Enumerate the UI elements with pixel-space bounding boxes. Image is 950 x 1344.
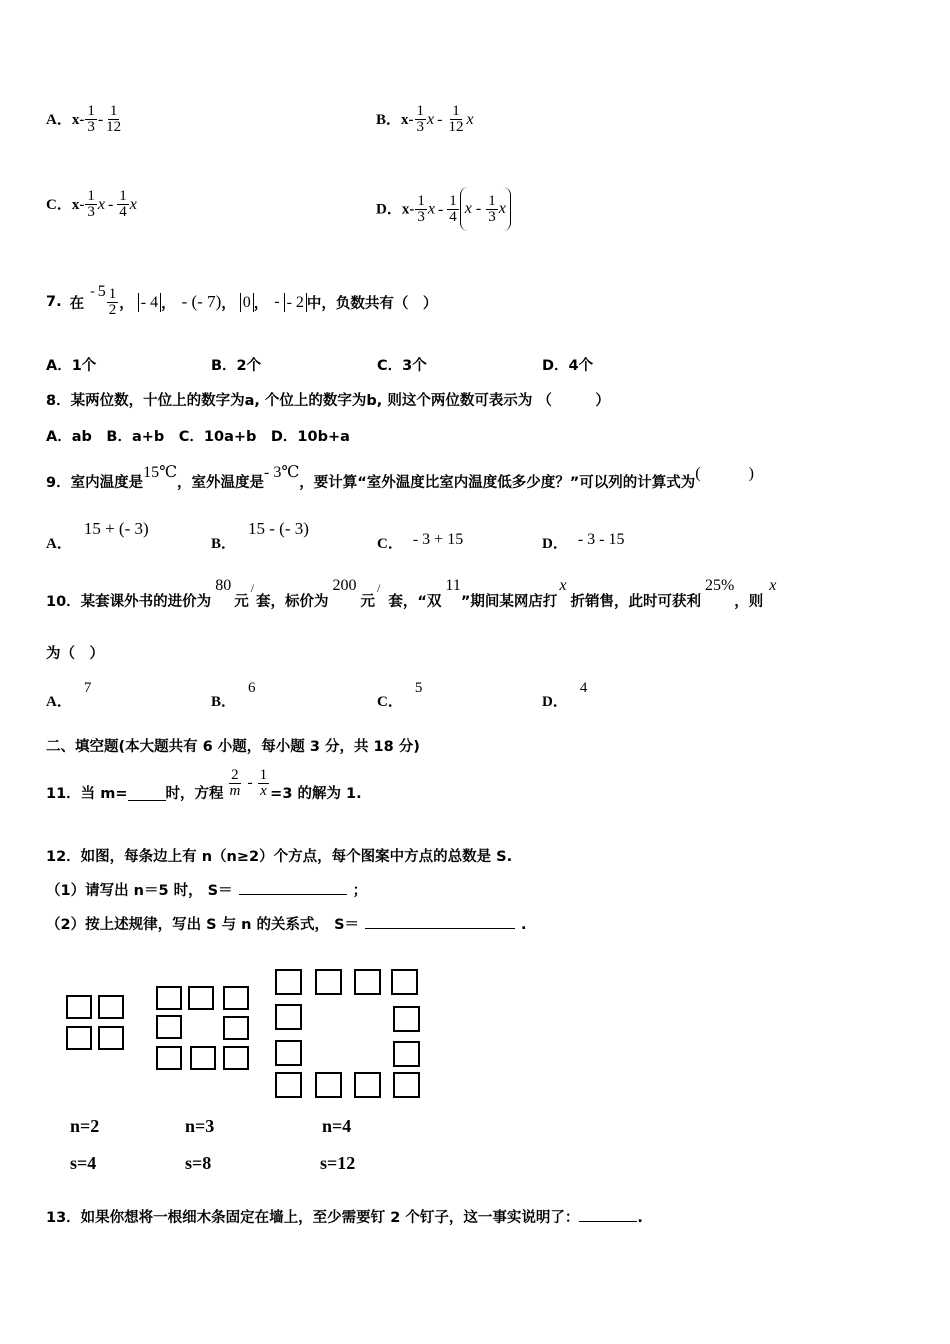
question-text: =3 的解为 1.: [270, 786, 362, 802]
option-label: A．: [46, 112, 72, 128]
q10-option-c: C．5: [377, 680, 423, 710]
question-text: 10．某套课外书的进价为: [46, 594, 212, 610]
comma: ，: [253, 295, 269, 312]
fraction: $\frac{1}{3}$: [87, 103, 95, 135]
figure-label-s: s=8: [185, 1153, 212, 1173]
question-10: [46, 577, 776, 617]
square-dot: [223, 986, 249, 1010]
square-dot: [354, 969, 381, 995]
question-text: .: [521, 917, 527, 933]
question-text: 元: [360, 594, 376, 610]
fraction: $\frac{1}{3}$: [87, 188, 95, 220]
option-label: C．: [46, 197, 72, 213]
square-dot: [156, 1015, 182, 1039]
square-dot: [156, 986, 182, 1010]
square-dot: [156, 1046, 182, 1070]
answer-blank[interactable]: [579, 1221, 637, 1222]
question-text: ，则: [734, 594, 764, 610]
fraction: $\frac{1}{4}$: [449, 192, 457, 225]
fraction: $\frac{1}{3}$: [417, 192, 425, 225]
answer-paren: ( ): [695, 465, 754, 482]
square-dot: [275, 1004, 302, 1030]
expression: - (- 7): [181, 292, 222, 311]
q10-option-d: D．4: [542, 680, 588, 710]
variable: x: [129, 196, 137, 213]
figure-label-s: s=12: [320, 1153, 356, 1173]
value: 80: [215, 577, 232, 594]
square-dot: [190, 1046, 216, 1070]
square-dot: [393, 1041, 420, 1067]
q12-part-2: [46, 913, 527, 934]
section-title: 二、填空题(本大题共有 6 小题，每小题 3 分，共 18 分): [46, 739, 420, 755]
square-dot: [393, 1006, 420, 1032]
expr-prefix: x-: [71, 197, 85, 213]
option-label: D．: [376, 201, 402, 218]
value: 25%: [704, 577, 735, 594]
fraction: $\frac{2}{m}$: [229, 766, 241, 799]
figure-label-n: n=4: [322, 1116, 352, 1136]
q10-option-a: A．7: [46, 680, 92, 710]
square-dot: [98, 995, 124, 1019]
fraction: $\frac{1}{4}$: [119, 188, 127, 220]
operator: -: [97, 111, 104, 128]
fraction: $\frac{1}{12}$: [106, 103, 122, 135]
abs-value: 0: [240, 293, 254, 312]
expression: - - 2: [274, 293, 307, 312]
question-text: （1）请写出 n＝5 时， S＝: [46, 883, 233, 899]
square-dot: [391, 969, 418, 995]
q7-option-d: D．4个: [542, 358, 594, 374]
square-dot: [223, 1046, 249, 1070]
expr-prefix: x-: [71, 112, 85, 128]
question-13: [46, 1206, 643, 1227]
slash: /: [250, 581, 255, 595]
temperature: 15℃: [143, 464, 177, 481]
q9-option-b: B．15 - (- 3): [211, 519, 309, 552]
variable: x: [427, 200, 435, 218]
temperature: - 3℃: [264, 464, 300, 481]
q6-option-c: [46, 189, 137, 220]
figure-label-n: n=2: [70, 1116, 100, 1136]
variable: x: [97, 196, 105, 213]
fraction: $\frac{1}{3}$: [416, 103, 425, 135]
square-dot: [66, 995, 92, 1019]
fraction: $\frac{1}{12}$: [448, 103, 464, 135]
question-7: [46, 272, 437, 332]
comma: ，: [119, 295, 134, 312]
square-dot: [393, 1072, 420, 1098]
square-dot: [188, 986, 214, 1010]
fraction: $\frac{1}{x}$: [259, 766, 268, 799]
question-text: 套，“双: [388, 594, 442, 610]
question-8: 8．某两位数，十位上的数字为a, 个位上的数字为b, 则这个两位数可表示为 （ ）: [46, 393, 610, 409]
figure-label-s: s=4: [70, 1153, 97, 1173]
question-text: 时，方程: [165, 786, 224, 802]
question-text: ，要计算“室外温度比室内温度低多少度？”可以列的计算式为: [299, 475, 696, 491]
variable: x: [769, 577, 777, 594]
question-10-cont: 为（ ）: [46, 646, 104, 662]
square-dot: [66, 1026, 92, 1050]
question-text: 套，标价为: [256, 594, 329, 610]
variable: x: [466, 111, 474, 128]
question-text: 9．室内温度是: [46, 475, 144, 491]
variable: x: [427, 111, 435, 128]
square-dot: [354, 1072, 381, 1098]
q7-option-c: C．3个: [377, 358, 427, 374]
square-dot: [223, 1016, 249, 1040]
question-text: 11．当 m=: [46, 786, 128, 802]
q7-option-a: A．1个: [46, 358, 97, 374]
square-dot: [315, 969, 342, 995]
q9-option-a: A．15 + (- 3): [46, 519, 149, 552]
square-dot: [275, 969, 302, 995]
question-text: 13．如果你想将一根细木条固定在墙上，至少需要钉 2 个钉子，这一事实说明了：: [46, 1210, 580, 1226]
operator: -: [437, 200, 444, 218]
slash: /: [377, 581, 381, 595]
expr-prefix: x-: [401, 112, 414, 128]
question-text: （2）按上述规律，写出 S 与 n 的关系式， S＝: [46, 917, 360, 933]
q6-option-d: [376, 187, 511, 231]
question-text: .: [637, 1210, 643, 1226]
comma: ，: [161, 295, 176, 312]
figure-label-n: n=3: [185, 1116, 215, 1136]
answer-blank[interactable]: [239, 894, 347, 895]
question-text: ；: [352, 883, 368, 899]
q6-option-b: [376, 104, 474, 135]
question-12: 12．如图，每条边上有 n（n≥2）个方点，每个图案中方点的总数是 S.: [46, 849, 513, 865]
q12-part-1: [46, 879, 367, 900]
question-number: 7.: [46, 294, 62, 310]
q10-option-b: B．6: [211, 680, 256, 710]
operator: -: [247, 774, 253, 791]
expr-prefix: x-: [401, 201, 415, 218]
answer-blank[interactable]: [365, 928, 515, 929]
q9-option-d: D． - 3 - 15: [542, 531, 625, 552]
abs-value: - 4: [138, 293, 161, 312]
comma: ，: [221, 295, 236, 312]
q6-option-a: [46, 104, 124, 135]
question-text: 元: [234, 594, 249, 610]
square-dot: [315, 1072, 342, 1098]
value: 200: [332, 577, 357, 594]
question-text: 折销售，此时可获利: [570, 594, 701, 610]
operator: -: [107, 196, 114, 213]
answer-blank[interactable]: [128, 800, 166, 801]
variable: x: [559, 577, 567, 594]
q7-option-b: B．2个: [211, 358, 262, 374]
value: 11: [445, 577, 461, 594]
option-label: B．: [376, 112, 402, 128]
operator: -: [437, 111, 443, 128]
square-dot: [275, 1040, 302, 1066]
square-dot: [275, 1072, 302, 1098]
question-11: [46, 760, 362, 806]
question-text: ”期间某网店打: [460, 594, 558, 610]
question-text: 在: [69, 295, 85, 312]
square-dot: [98, 1026, 124, 1050]
paren-group: x - $\frac{1}{3}$ x: [460, 187, 511, 231]
question-text: 中，负数共有（ ）: [306, 295, 438, 312]
question-text: ，室外温度是: [177, 475, 264, 491]
mixed-number: - 5 $\frac{1}{2}$: [90, 283, 117, 318]
q8-options: A．ab B．a+b C．10a+b D．10b+a: [46, 429, 350, 445]
q9-option-c: C． - 3 + 15: [377, 531, 464, 552]
question-9: [46, 458, 754, 506]
